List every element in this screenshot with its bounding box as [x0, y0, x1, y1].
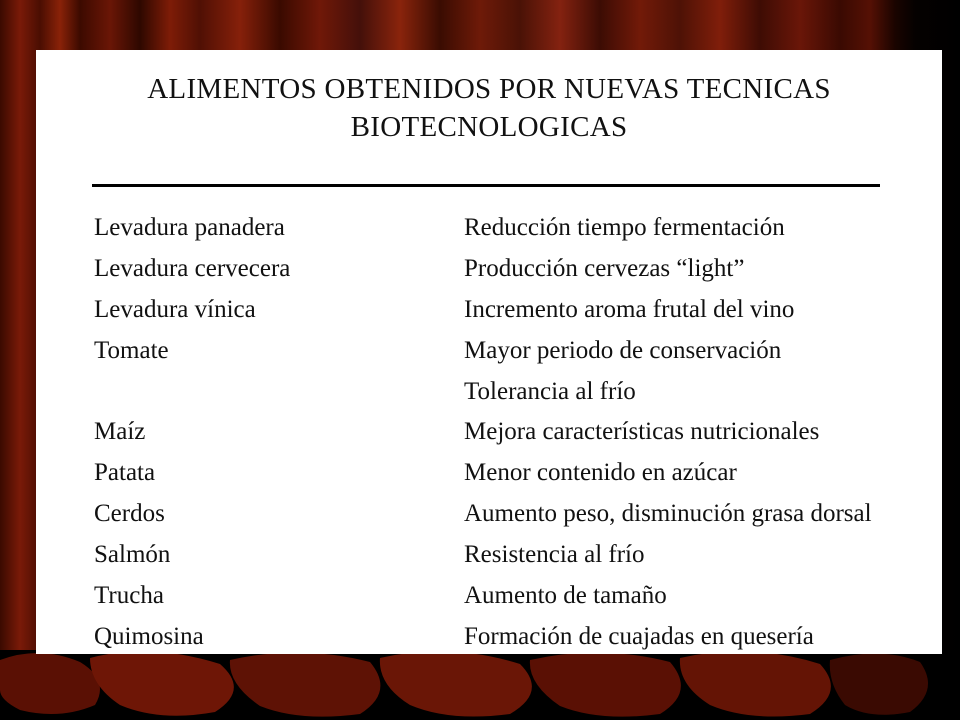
title-line-1: ALIMENTOS OBTENIDOS POR NUEVAS TECNICAS [147, 73, 831, 105]
food-item: Patata [94, 459, 156, 487]
food-item: Quimosina [94, 622, 204, 650]
food-improvement: Menor contenido en azúcar [464, 459, 737, 487]
table-row [94, 372, 914, 413]
slide-content [36, 50, 942, 654]
food-improvement: Producción cervezas “light” [464, 254, 745, 282]
table-row [94, 290, 914, 331]
table-row [94, 208, 914, 249]
food-item: Tomate [94, 336, 169, 364]
page-title [36, 70, 942, 146]
curtain-folds-graphic [0, 650, 960, 720]
food-improvement: Formación de cuajadas en quesería [464, 622, 814, 650]
table-row [94, 617, 914, 658]
food-improvement: Tolerancia al frío [464, 377, 636, 405]
food-improvement: Aumento de tamaño [464, 582, 667, 610]
food-improvement: Mejora características nutricionales [464, 418, 820, 446]
food-improvement: Mayor periodo de conservación [464, 336, 782, 364]
food-item: Maíz [94, 418, 146, 446]
table-row [94, 535, 914, 576]
food-improvement: Incremento aroma frutal del vino [464, 295, 795, 323]
food-improvement: Reducción tiempo fermentación [464, 214, 785, 241]
title-line-2: BIOTECNOLOGICAS [350, 111, 628, 143]
table-row [94, 412, 914, 453]
table-row [94, 576, 914, 617]
table-row [94, 494, 914, 535]
food-item: Cerdos [94, 500, 165, 528]
table-row [94, 331, 914, 372]
food-item: Levadura vínica [94, 295, 256, 323]
food-improvement: Resistencia al frío [464, 541, 645, 569]
food-item: Levadura panadera [94, 214, 285, 241]
foods-table [94, 208, 914, 658]
curtain-bottom-drape [0, 650, 960, 720]
food-item: Trucha [94, 582, 164, 610]
food-item: Salmón [94, 541, 171, 569]
food-improvement: Aumento peso, disminución grasa dorsal [464, 500, 872, 528]
title-divider [92, 184, 880, 187]
food-item: Levadura cervecera [94, 254, 291, 282]
table-row [94, 249, 914, 290]
table-row [94, 453, 914, 494]
